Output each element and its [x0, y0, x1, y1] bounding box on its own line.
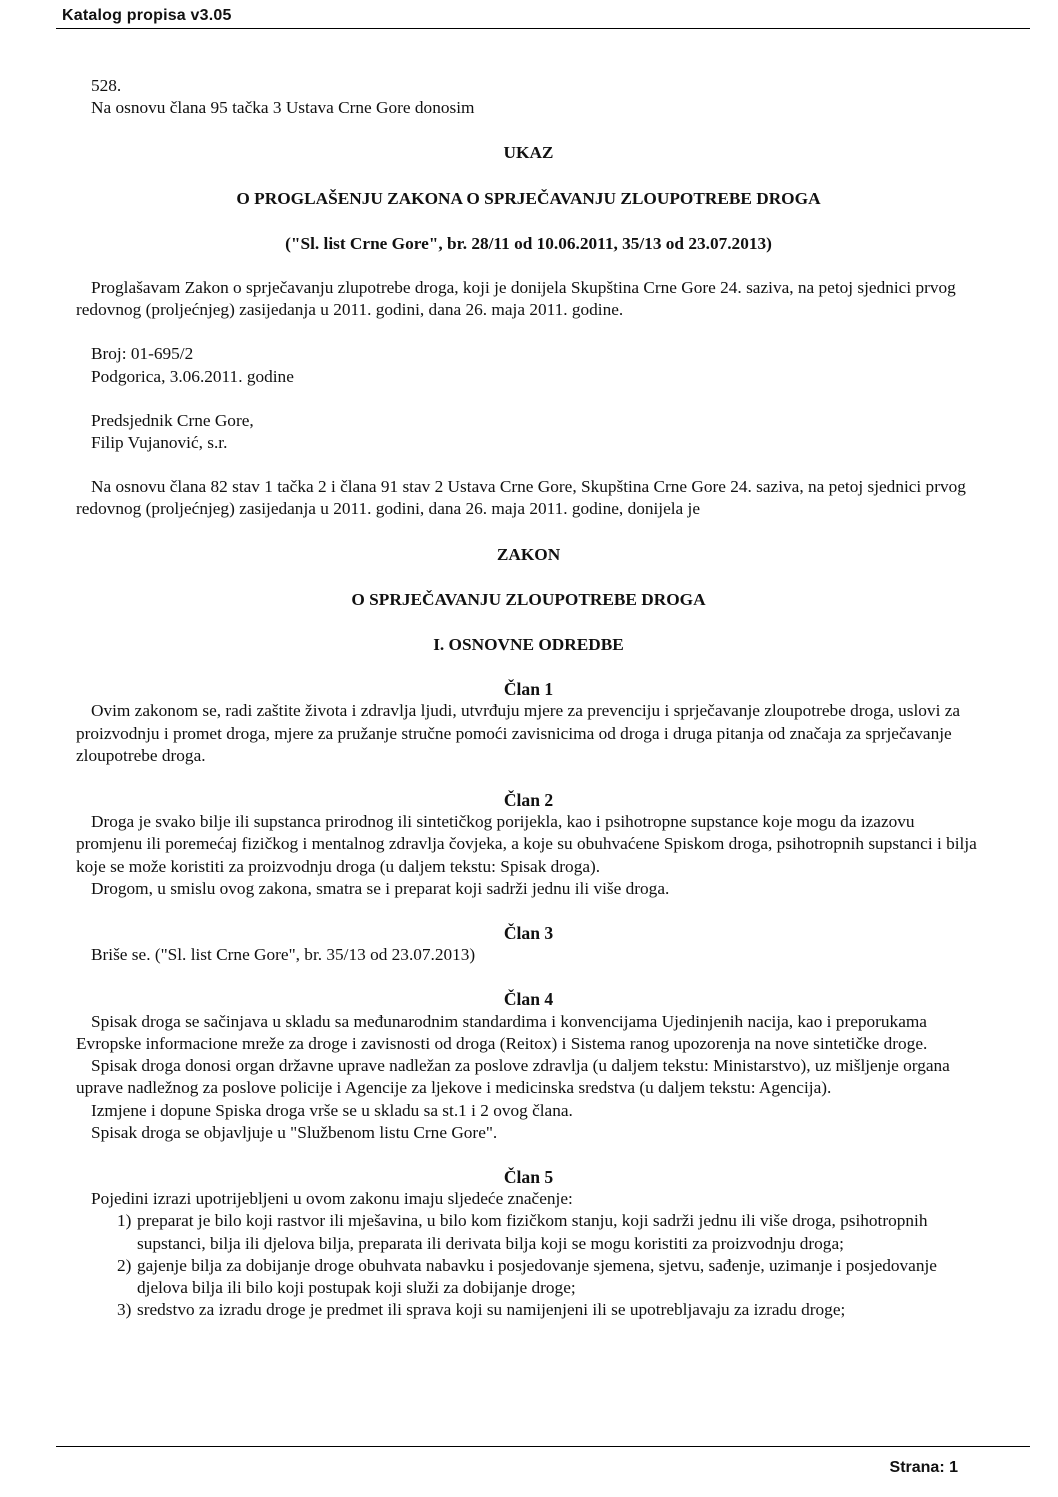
list-item: [76, 1210, 981, 1254]
article-paragraph: Ovim zakonom se, radi zaštite života i zdravlja ljudi, utvrđuju mjere za prevenciju i sprječavanje zloupotrebe droga, uslovi za proizvodnju i promet droga, mjere za pružanje stručne pomoći zavisnicima od droga i druga pitanja od značaja za sprječavanje zloupotrebe droga.: [76, 701, 961, 765]
list-item-number: 3): [117, 1300, 132, 1320]
definition-list: [76, 1210, 981, 1321]
decree-basis: Na osnovu člana 95 tačka 3 Ustava Crne Gore donosim: [91, 98, 475, 118]
law-basis: Na osnovu člana 82 stav 1 tačka 2 i člana 91 stav 2 Ustava Crne Gore, Skupština Crne Gore 24. saziva, na petoj sjednici prvog redovnog (proljećnjeg) zasijedanja u 2011. godini, dana 26. maja 2011. godine, donijela je: [76, 477, 966, 519]
article-4: [76, 988, 981, 1143]
article-paragraph: Briše se. ("Sl. list Crne Gore", br. 35/13 od 23.07.2013): [91, 945, 476, 965]
article-paragraph: Spisak droga se objavljuje u "Službenom listu Crne Gore".: [91, 1122, 498, 1142]
article-title: Član 1: [503, 679, 554, 700]
section-heading: I. OSNOVNE ODREDBE: [433, 635, 624, 655]
proclamation-text: Proglašavam Zakon o sprječavanju zlupotrebe droga, koji je donijela Skupština Crne Gore 24. saziva, na petoj sjednici prvog redovnog (proljećnjeg) zasijedanja u 2011. godini, dana 26. maja 2011. godine.: [76, 278, 956, 320]
list-item-number: 2): [117, 1255, 132, 1275]
president-name: Filip Vujanović, s.r.: [91, 433, 228, 453]
article-paragraph: Pojedini izrazi upotrijebljeni u ovom zakonu imaju sljedeće značenje:: [91, 1189, 573, 1209]
article-paragraph: Spisak droga donosi organ državne uprave nadležan za poslove zdravlja (u daljem tekstu: Ministarstvo), uz mišljenje organa uprave nadležnog za poslove policije i Agencije za ljekove i medicinska sredstva (u daljem tekstu: Agencija).: [76, 1056, 950, 1098]
article-title: Član 3: [503, 923, 554, 944]
header-title: Katalog propisa v3.05: [62, 7, 232, 24]
place-date: Podgorica, 3.06.2011. godine: [91, 366, 294, 386]
decree-title: UKAZ: [503, 143, 554, 163]
article-paragraph: Izmjene i dopune Spiska droga vrše se u skladu sa st.1 i 2 ovog člana.: [91, 1100, 573, 1120]
header-divider: [56, 28, 1030, 29]
article-2: [76, 789, 981, 900]
article-3: [76, 922, 981, 966]
page-number: Strana: 1: [889, 1459, 958, 1476]
gazette-reference: ("Sl. list Crne Gore", br. 28/11 od 10.06.2011, 35/13 od 23.07.2013): [285, 233, 772, 253]
article-paragraph: Spisak droga se sačinjava u skladu sa međunarodnim standardima i konvencijama Ujedinjenih nacija, kao i preporukama Evropske informacione mreže za droge i zavisnosti od droga (Reitox) i Sistema ranog upozorenja na nove sintetičke droge.: [76, 1011, 928, 1053]
article-paragraph: Drogom, u smislu ovog zakona, smatra se i preparat koji sadrži jednu ili više droga.: [91, 878, 670, 898]
footer-divider: [56, 1446, 1030, 1447]
article-title: Član 2: [503, 790, 554, 811]
list-item-number: 1): [117, 1211, 132, 1231]
list-item: [76, 1255, 981, 1299]
article-title: Član 5: [503, 1166, 554, 1187]
list-item: [76, 1299, 981, 1321]
decree-number: 528.: [91, 76, 122, 95]
article-1: [76, 678, 981, 767]
list-item-text: sredstvo za izradu droge je predmet ili sprava koji su namijenjeni ili se upotrebljavaju za izradu droge;: [137, 1300, 846, 1320]
list-item-text: gajenje bilja za dobijanje droge obuhvata nabavku i posjedovanje sjemena, sjetvu, sađenje, uzimanje i posjedovanje djelova bilja ili bilo koji postupak koji služi za dobijanje droge;: [137, 1255, 937, 1297]
law-subtitle: O SPRJEČAVANJU ZLOUPOTREBE DROGA: [351, 589, 706, 609]
article-title: Član 4: [503, 989, 554, 1010]
decree-reference-number: Broj: 01-695/2: [91, 344, 194, 364]
article-paragraph: Droga je svako bilje ili supstanca prirodnog ili sintetičkog porijekla, kao i psihotropne supstance koje mogu da izazovu promjenu ili poremećaj fizičkog i mentalnog zdravlja čovjeka, a koje su obuhvaćene Spiskom droga, psihotropnih supstanci i bilja koje se može koristiti za proizvodnju droga (u daljem tekstu: Spisak droga).: [76, 812, 977, 876]
president-title: Predsjednik Crne Gore,: [91, 410, 254, 430]
law-title: ZAKON: [496, 544, 561, 564]
list-item-text: preparat je bilo koji rastvor ili mješavina, u bilo kom fizičkom stanju, koji sadrži jednu ili više droga, psihotropnih supstanci, bilja ili djelova bilja, preparata ili derivata bilja koji se mogu koristiti za proizvodnju droga;: [137, 1211, 928, 1253]
document-body: [76, 75, 981, 1321]
decree-subtitle: O PROGLAŠENJU ZAKONA O SPRJEČAVANJU ZLOUPOTREBE DROGA: [236, 188, 821, 208]
article-5: [76, 1166, 981, 1321]
